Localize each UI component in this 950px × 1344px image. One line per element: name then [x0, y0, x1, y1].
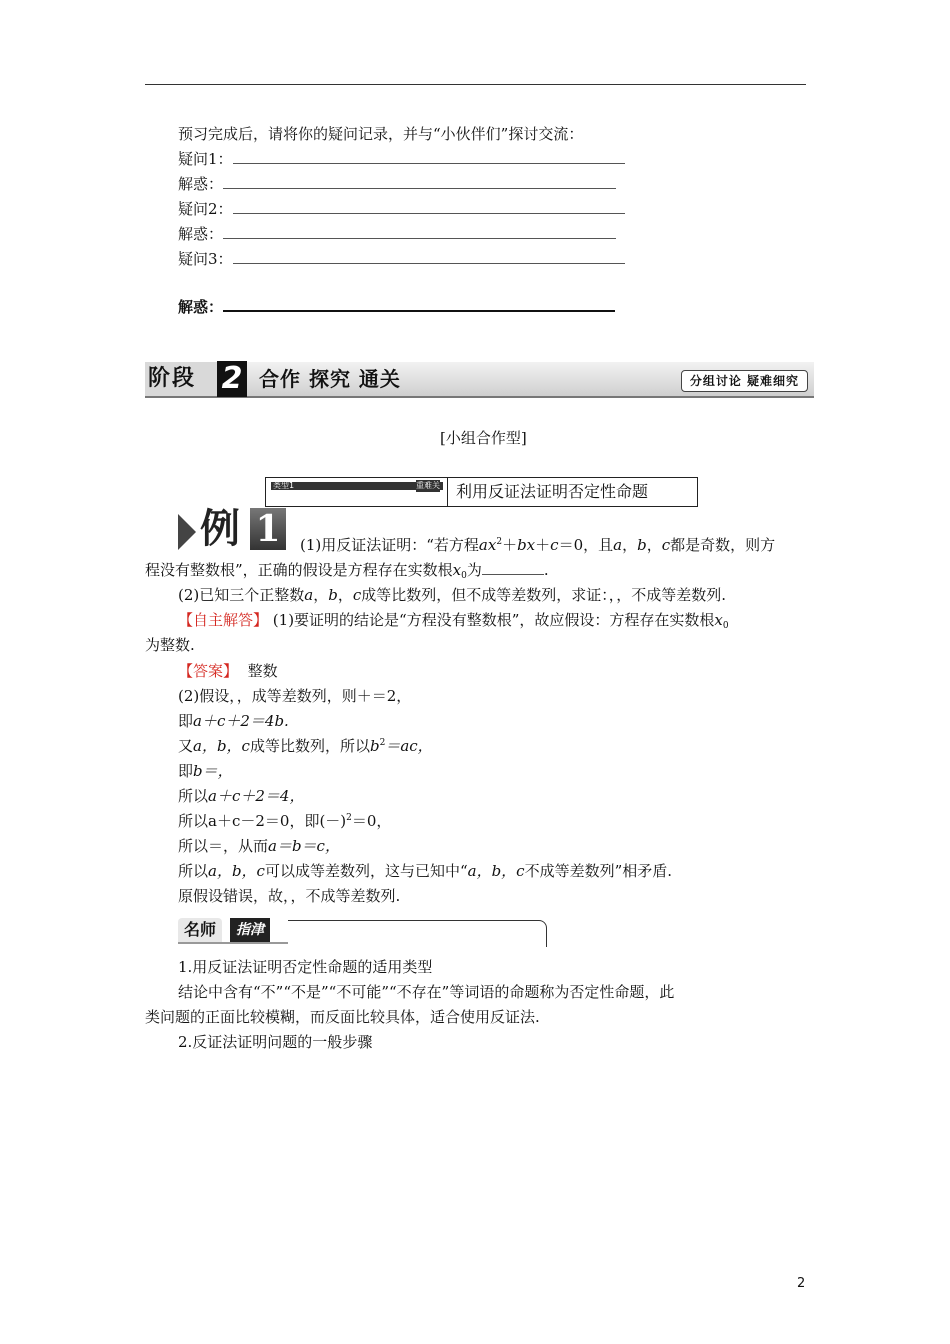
- solution-line-2: 为整数.: [145, 636, 195, 654]
- solution-step-6: 所以a＋c－2＝0，即$(-)^2=0$，: [178, 812, 392, 830]
- teacher-tip-frame: [288, 920, 547, 947]
- type-box-tag: 重难关: [416, 481, 440, 490]
- solution-step-5-prefix: 所以: [178, 787, 209, 805]
- example-char: 例: [200, 506, 240, 552]
- teacher-tip-header: [178, 918, 548, 948]
- answer-label: 【答案】: [178, 662, 239, 680]
- problem-1-text-d: 程没有整数根”，正确的假设是方程存在实数根: [145, 561, 453, 579]
- teacher-tip-badge: 指津: [230, 918, 270, 942]
- page-number: 2: [797, 1276, 806, 1291]
- note-2-line-1: 结论中含有“不”“不是”“不可能”“不存在”等词语的命题称为否定性命题，此: [178, 983, 675, 1001]
- example-badge: [178, 506, 288, 552]
- solution-step-8-vars: a，b，c: [208, 862, 265, 880]
- note-1: 1.用反证法证明否定性命题的适用类型: [178, 958, 433, 976]
- answer-3-row: [178, 296, 615, 317]
- solution-step-3: 又a，b，c成等比数列，所以$b^2=ac$，: [178, 737, 433, 755]
- answer-1-blank[interactable]: [223, 174, 616, 189]
- question-1-blank[interactable]: [233, 149, 625, 164]
- example-number: 1: [250, 508, 286, 550]
- note-2-line-2: 类问题的正面比较模糊，而反面比较具体，适合使用反证法.: [145, 1008, 540, 1026]
- question-2-blank[interactable]: [233, 199, 625, 214]
- answer-2-blank[interactable]: [223, 224, 616, 239]
- teacher-tip-base: [178, 942, 288, 944]
- solution-step-3-text: 成等比数列，所以: [249, 737, 370, 755]
- problem-1-line-1: (1)用反证法证明：“若方程$ax^2+bx+c=0$，且a，b，c都是奇数，则方: [300, 536, 776, 554]
- stage-label: 阶段: [145, 362, 222, 396]
- solution-step-5: [178, 786, 304, 806]
- type-box: [265, 477, 698, 507]
- solution-step-7: [178, 836, 340, 856]
- solution-step-6-prefix: 所以: [178, 812, 209, 830]
- group-type-heading: [小组合作型]: [440, 429, 527, 447]
- solution-step-7-expr: a＝b＝c，: [268, 837, 340, 855]
- problem-1-text-e: 为: [466, 561, 482, 579]
- question-2-row: [178, 199, 625, 219]
- solution-step-8-text: 可以成等差数列，这与已知中“: [264, 862, 468, 880]
- solution-step-2: [178, 711, 289, 731]
- stage-banner: [145, 362, 814, 398]
- solution-step-1: (2)假设，，成等差数列，则＋＝2，: [178, 687, 412, 705]
- solution-line-1: 【自主解答】 (1)要证明的结论是“方程没有整数根”，故应假设：方程存在实数根$x_0$: [178, 611, 729, 631]
- stage-tag: 分组讨论 疑难细究: [681, 370, 808, 392]
- answer-3-label: 解惑：: [178, 298, 224, 316]
- answer-3-blank[interactable]: [223, 296, 615, 312]
- type-box-label: 类型1: [273, 481, 295, 490]
- solution-step-4-prefix: 即: [178, 762, 194, 780]
- type-box-left: [266, 478, 448, 506]
- answer-row: [178, 661, 278, 681]
- example-arrow-icon: [178, 514, 196, 550]
- solution-step-3-expr: ＝ac，: [385, 737, 433, 755]
- preview-intro: 预习完成后，请将你的疑问记录，并与“小伙伴们”探讨交流：: [178, 125, 584, 143]
- answer-2-row: [178, 224, 616, 244]
- problem-2-text-b: 成等比数列，但不成等差数列，求证：，，不成等差数列.: [361, 586, 727, 604]
- question-1-row: [178, 149, 625, 169]
- solution-step-2-expr: a＋c＋2＝4b.: [193, 712, 289, 730]
- solution-label: 【自主解答】: [178, 611, 269, 629]
- answer-1-label: 解惑：: [178, 175, 224, 193]
- problem-1-text-c: 都是奇数，则方: [670, 536, 776, 554]
- problem-2: (2)已知三个正整数a，b，c成等比数列，但不成等差数列，求证：，，不成等差数列.: [178, 586, 727, 604]
- solution-step-6-expr: a＋c－2＝0，即(－): [208, 812, 347, 830]
- problem-1-text-b: ＝0，且: [558, 536, 614, 554]
- question-3-label: 疑问3：: [178, 250, 233, 268]
- solution-step-6-tail: ＝0，: [351, 812, 392, 830]
- answer-2-label: 解惑：: [178, 225, 224, 243]
- solution-text-1: (1)要证明的结论是“方程没有整数根”，故应假设：方程存在实数根: [272, 611, 715, 629]
- question-2-label: 疑问2：: [178, 200, 233, 218]
- solution-step-9: 原假设错误，故，，不成等差数列.: [178, 887, 401, 905]
- question-3-row: [178, 249, 625, 269]
- solution-step-8-prefix: 所以: [178, 862, 209, 880]
- problem-1-line-2: 程没有整数根”，正确的假设是方程存在实数根$x_0$为 .: [145, 561, 549, 581]
- problem-1-blank[interactable]: [482, 560, 544, 575]
- solution-step-8: [178, 861, 672, 881]
- header-rule: [145, 84, 806, 85]
- solution-step-8-vars-2: a，b，c: [467, 862, 525, 880]
- problem-2-text-a: (2)已知三个正整数: [178, 586, 305, 604]
- solution-step-3-prefix: 又: [178, 737, 194, 755]
- question-1-label: 疑问1：: [178, 150, 233, 168]
- solution-step-8-tail: 不成等差数列”相矛盾.: [524, 862, 673, 880]
- solution-step-3-vars: a，b，c: [193, 737, 250, 755]
- type-box-title: 利用反证法证明否定性命题: [456, 482, 649, 501]
- problem-1-text-a: (1)用反证法证明：“若方程: [300, 536, 479, 554]
- solution-step-5-expr: a＋c＋2＝4，: [208, 787, 305, 805]
- solution-step-7-prefix: 所以＝，从而: [178, 837, 269, 855]
- solution-step-4: [178, 761, 233, 781]
- question-3-blank[interactable]: [233, 249, 625, 264]
- solution-step-2-prefix: 即: [178, 712, 194, 730]
- stage-number: 2: [217, 361, 247, 397]
- teacher-tip-label: 名师: [178, 918, 222, 942]
- answer-1-row: [178, 174, 616, 194]
- answer-value: 整数: [247, 662, 278, 680]
- note-3: 2.反证法证明问题的一般步骤: [178, 1033, 373, 1051]
- stage-title: 合作 探究 通关: [259, 367, 401, 391]
- solution-step-4-expr: b＝，: [193, 762, 233, 780]
